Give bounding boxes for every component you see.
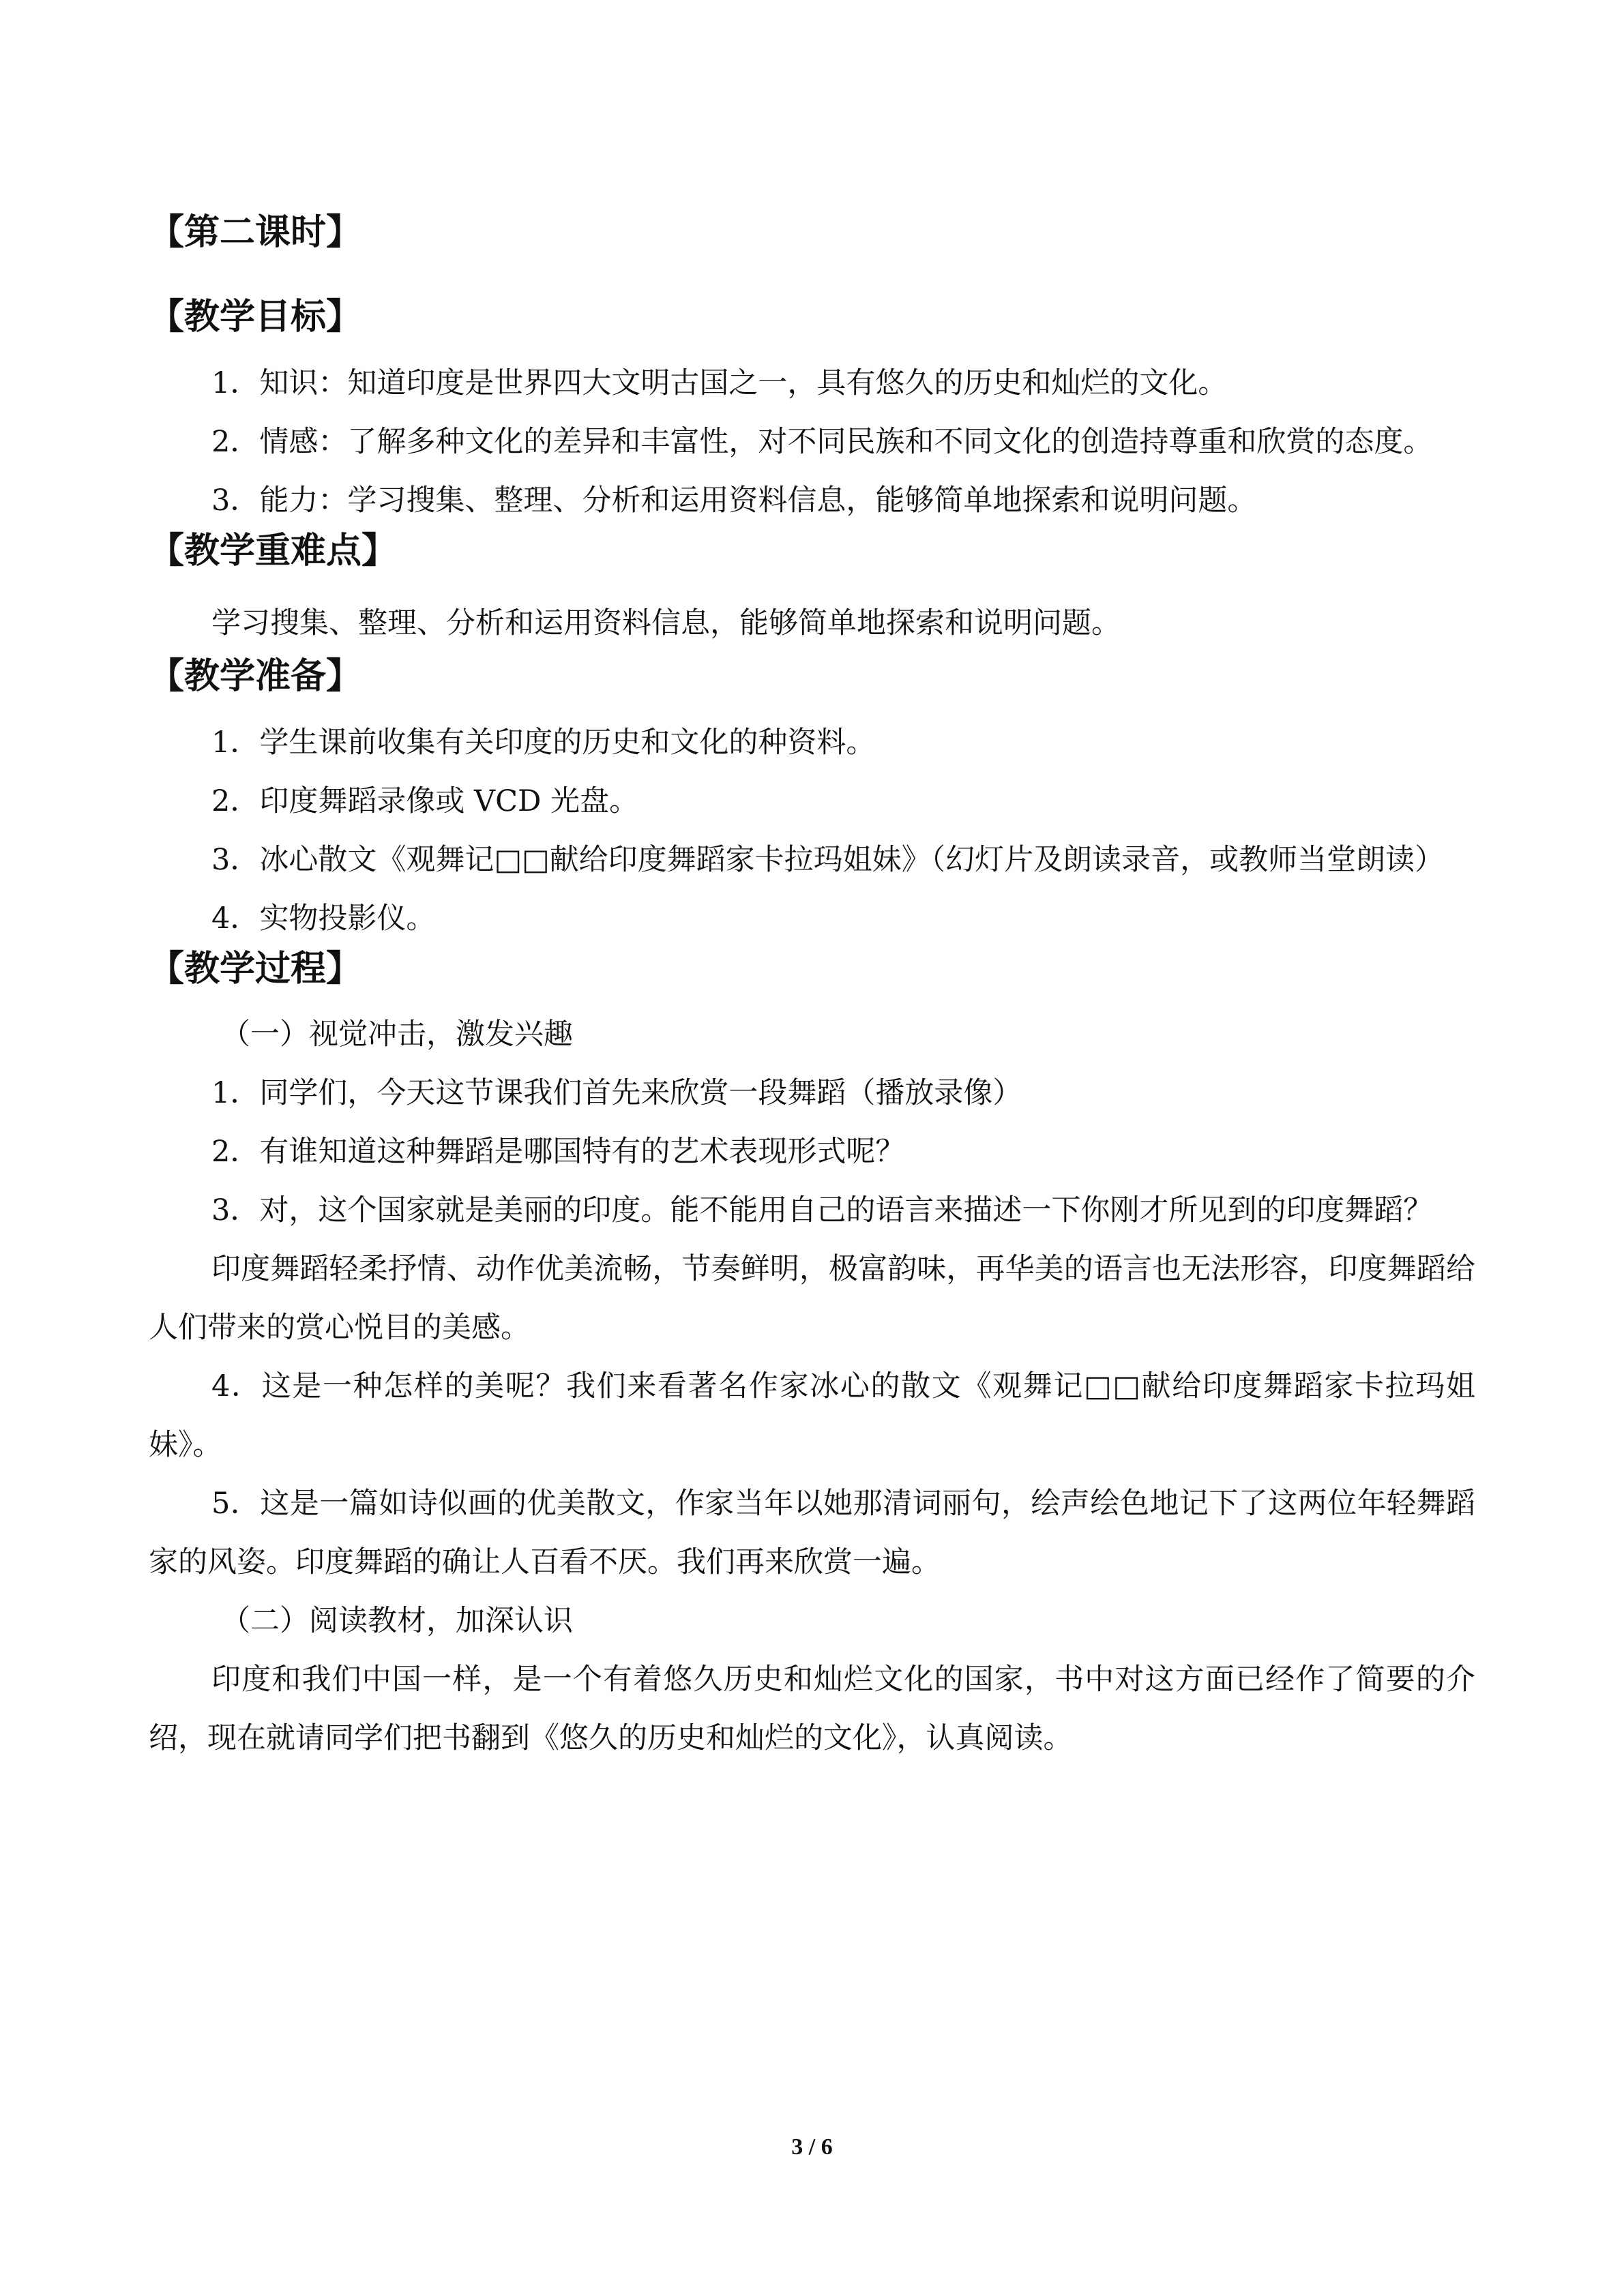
prep-4: 4．实物投影仪。 xyxy=(211,901,436,936)
goal-1: 1．知识：知道印度是世界四大文明古国之一，具有悠久的历史和灿烂的文化。 xyxy=(211,366,1228,400)
prep-3: 3．冰心散文《观舞记□□献给印度舞蹈家卡拉玛姐妹》（幻灯片及朗读录音，或教师当堂朗读） xyxy=(211,842,1445,877)
prep-1: 1．学生课前收集有关印度的历史和文化的种资料。 xyxy=(211,725,876,760)
section-2-title: （二）阅读教材，加深认识 xyxy=(221,1603,573,1638)
section-1-title: （一）视觉冲击，激发兴趣 xyxy=(221,1017,573,1052)
heading-key-points: 【教学重难点】 xyxy=(149,530,398,571)
page-number: 3 / 6 xyxy=(791,2134,833,2160)
document-body xyxy=(149,211,1475,1768)
process-step-2: 2．有谁知道这种舞蹈是哪国特有的艺术表现形式呢？ xyxy=(211,1134,905,1169)
process-step-3: 3．对，这个国家就是美丽的印度。能不能用自己的语言来描述一下你刚才所见到的印度舞蹈？ xyxy=(211,1193,1433,1227)
heading-goals: 【教学目标】 xyxy=(149,297,362,338)
key-points-text: 学习搜集、整理、分析和运用资料信息，能够简单地探索和说明问题。 xyxy=(211,606,1121,641)
process-step-3-note: 印度舞蹈轻柔抒情、动作优美流畅，节奏鲜明，极富韵味，再华美的语言也无法形容，印度舞蹈给人们带来的赏心悦目的美感。 xyxy=(149,1251,1475,1345)
section-2-paragraph: 印度和我们中国一样，是一个有着悠久历史和灿烂文化的国家，书中对这方面已经作了简要的介绍，现在就请同学们把书翻到《悠久的历史和灿烂的文化》，认真阅读。 xyxy=(149,1662,1475,1755)
goal-3: 3．能力：学习搜集、整理、分析和运用资料信息，能够简单地探索和说明问题。 xyxy=(211,483,1257,518)
process-step-5: 5．这是一篇如诗似画的优美散文，作家当年以她那清词丽句，绘声绘色地记下了这两位年轻舞蹈家的风姿。印度舞蹈的确让人百看不厌。我们再来欣赏一遍。 xyxy=(149,1486,1475,1579)
heading-preparation: 【教学准备】 xyxy=(149,656,362,698)
heading-process: 【教学过程】 xyxy=(149,948,362,989)
heading-lesson: 【第二课时】 xyxy=(149,212,362,253)
process-step-1: 1．同学们，今天这节课我们首先来欣赏一段舞蹈（播放录像） xyxy=(211,1075,1022,1110)
prep-2: 2．印度舞蹈录像或 VCD 光盘。 xyxy=(211,784,639,818)
process-step-4: 4．这是一种怎样的美呢？我们来看著名作家冰心的散文《观舞记□□献给印度舞蹈家卡拉玛姐妹》。 xyxy=(149,1369,1475,1462)
goal-2: 2．情感：了解多种文化的差异和丰富性，对不同民族和不同文化的创造持尊重和欣赏的态度。 xyxy=(211,424,1433,459)
